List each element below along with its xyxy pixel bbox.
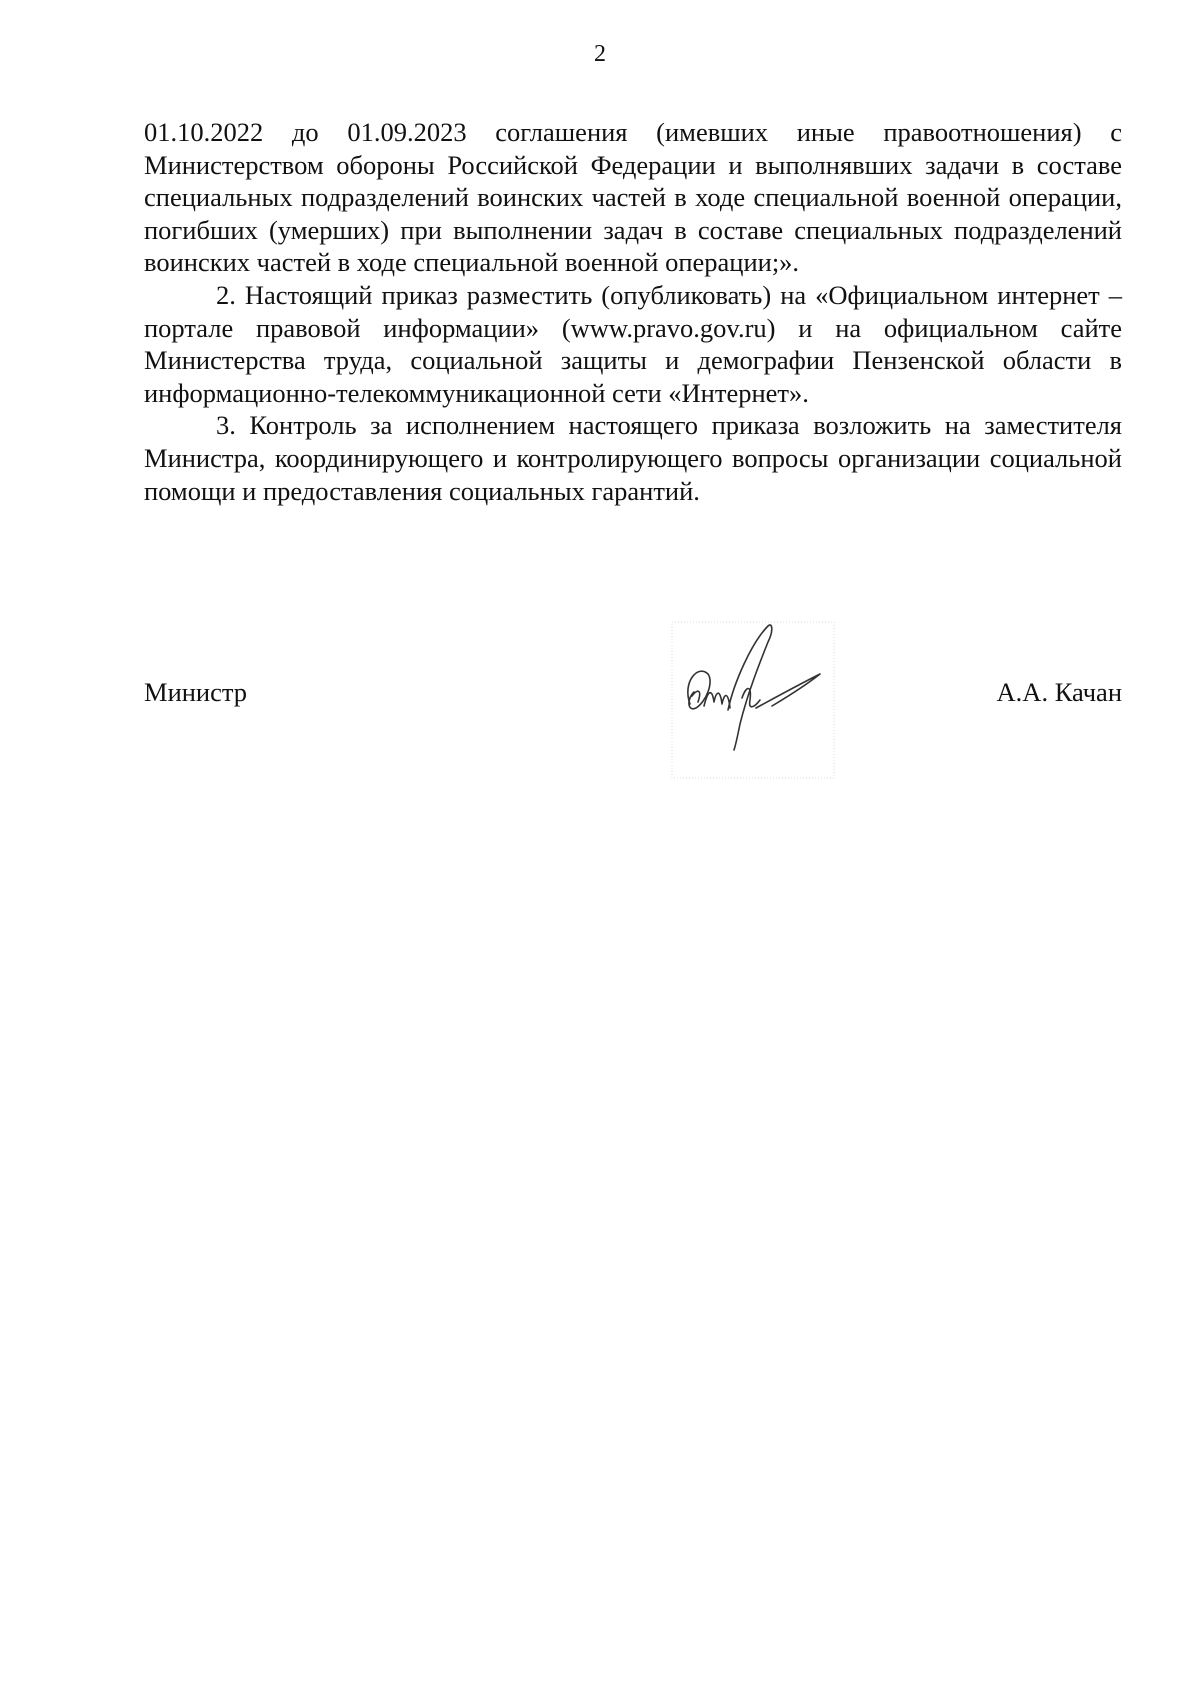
signatory-name: А.А. Качан — [996, 677, 1122, 707]
paragraph-control: 3. Контроль за исполнением настоящего приказа возложить на заместителя Министра, координирующего и контролирующего вопросы организации социальной помощи и предоставления социальных гарантий. — [144, 410, 1122, 506]
paragraph-publication: 2. Настоящий приказ разместить (опубликовать) на «Официальном интернет – портале правовой информации» (www.pravo.gov.ru) и на официальном сайте Министерства труда, социальной защиты и демографии Пензенской области в информационно-телекоммуникационной сети «Интернет». — [144, 279, 1122, 408]
paragraph-continuation: 01.10.2022 до 01.09.2023 соглашения (имевших иные правоотношения) с Министерством обороны Российской Федерации и выполнявших задачи в составе специальных подразделений воинских частей в ходе специальной военной операции, погибших (умерших) при выполнении задач в составе специальных подразделений воинских частей в ходе специальной военной операции;». — [144, 117, 1122, 278]
document-body — [144, 116, 1122, 507]
signatory-position: Министр — [144, 677, 248, 707]
signature-block — [144, 676, 1122, 716]
page-number: 2 — [594, 41, 606, 67]
